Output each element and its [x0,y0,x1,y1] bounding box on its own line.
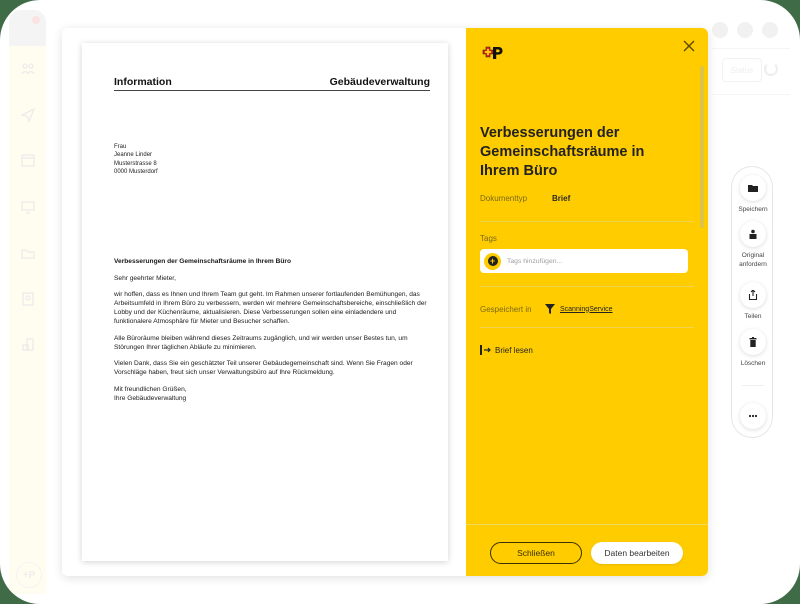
notification-badge [32,16,40,24]
divider [480,221,694,222]
address-line: Musterstrasse 8 [114,160,157,167]
letter-signature: Ihre Gebäudeverwaltung [114,394,187,402]
edit-data-button[interactable]: Daten bearbeiten [591,542,683,564]
address-line: 0000 Musterdorf [114,169,158,176]
letter-paragraph: Alle Büroräume bleiben während dieses Zeitraums zugänglich, und wir werden unser Bestes tun, um Störungen Ihrer täglichen Abläufe zu minimieren. [114,334,408,351]
reload-icon[interactable] [764,62,778,76]
share-action[interactable] [732,282,774,321]
document-type-label: Dokumenttyp [480,194,528,203]
scrollbar[interactable] [700,66,704,228]
sidebar-mailbox-item[interactable] [9,10,46,46]
read-letter-link[interactable] [480,345,533,355]
browser-edit-icon[interactable] [9,138,46,184]
action-rail [731,166,773,438]
tags-input[interactable] [507,258,677,265]
divider [712,94,790,95]
send-icon[interactable] [9,92,46,138]
divider [712,48,790,49]
share-label: Teilen [744,313,762,320]
save-action[interactable] [732,175,774,214]
post-logo-small: +P [16,562,42,588]
topbar-icons [712,22,778,38]
footer-divider [466,524,708,525]
folder-icon [748,183,758,193]
request-original-label: Original anfordern [739,252,767,268]
document-type-row [480,194,570,203]
letter-closing: Mit freundlichen Grüßen, [114,385,187,393]
letter-subject: Verbesserungen der Gemeinschaftsräume in Ihrem Büro [114,258,291,265]
monitor-icon[interactable] [9,184,46,230]
recipient-address [114,143,158,177]
more-icon [748,411,758,421]
add-tag-button[interactable] [484,253,501,270]
share-icon [748,290,758,300]
trash-icon [748,337,758,347]
saved-in-row [480,304,613,314]
delete-label: Löschen [740,360,766,367]
letter-page [82,43,448,561]
open-reader-icon [480,345,492,355]
letter-paragraph: wir hoffen, dass es Ihnen und Ihrem Team gut geht. Im Rahmen unserer fortlaufenden Bemühungen, das Arbeitsumfeld in Ihrem Büro zu verbessern, werden wir mehrere Gemeinschaftsbereiche, einschließlich der Lobby und der Küchenräume, aktualisieren. Diese Verbesserungen sollen eine einladendere und funktionalere Atmosphäre für Mieter und Besucher schaffen. [114,291,427,325]
divider [480,286,694,287]
help-icon[interactable] [737,22,753,38]
saved-in-label: Gespeichert in [480,304,532,314]
divider [480,327,694,328]
address-line: Jeanne Linder [114,152,153,159]
address-line: Frau [114,144,127,150]
user-icon[interactable] [762,22,778,38]
letter-header-left: Information [114,76,172,88]
plus-icon: + [488,256,498,266]
swiss-post-logo-icon [480,44,504,62]
tags-label: Tags [480,234,497,243]
folder-icon[interactable] [9,230,46,276]
bell-icon[interactable] [712,22,728,38]
funnel-icon [545,304,555,314]
document-title: Verbesserungen der Gemeinschaftsräume in Ihrem Büro [480,125,645,179]
devices-icon[interactable] [9,322,46,368]
app-sidebar [9,10,46,594]
read-letter-label: Brief lesen [495,345,533,355]
delete-action[interactable] [732,329,774,368]
status-button[interactable]: Status [722,58,762,82]
more-action[interactable] [732,403,774,429]
close-button[interactable]: Schließen [490,542,582,564]
document-type-value: Brief [552,194,571,203]
close-icon[interactable] [681,38,697,54]
rail-divider [742,385,764,386]
contacts-icon[interactable] [9,276,46,322]
team-icon[interactable] [9,46,46,92]
original-request-icon [748,229,758,239]
letter-header [114,76,430,91]
saved-in-link[interactable]: ScanningService [560,305,613,313]
request-original-action[interactable] [732,221,774,269]
document-preview-area [62,28,466,576]
tags-field[interactable] [480,249,688,273]
letter-paragraph: Vielen Dank, dass Sie ein geschätzter Teil unserer Gebäudegemeinschaft sind. Wenn Sie Fragen oder Vorschläge haben, freut sich unser Verwaltungsbüro auf Ihre Rückmeldung. [114,360,413,376]
document-modal [62,28,708,576]
letter-header-right: Gebäudeverwaltung [329,76,430,88]
letter-body [114,257,432,403]
letter-salutation: Sehr geehrter Mieter, [114,274,176,282]
save-label: Speichern [738,206,768,213]
document-info-panel [466,28,708,576]
